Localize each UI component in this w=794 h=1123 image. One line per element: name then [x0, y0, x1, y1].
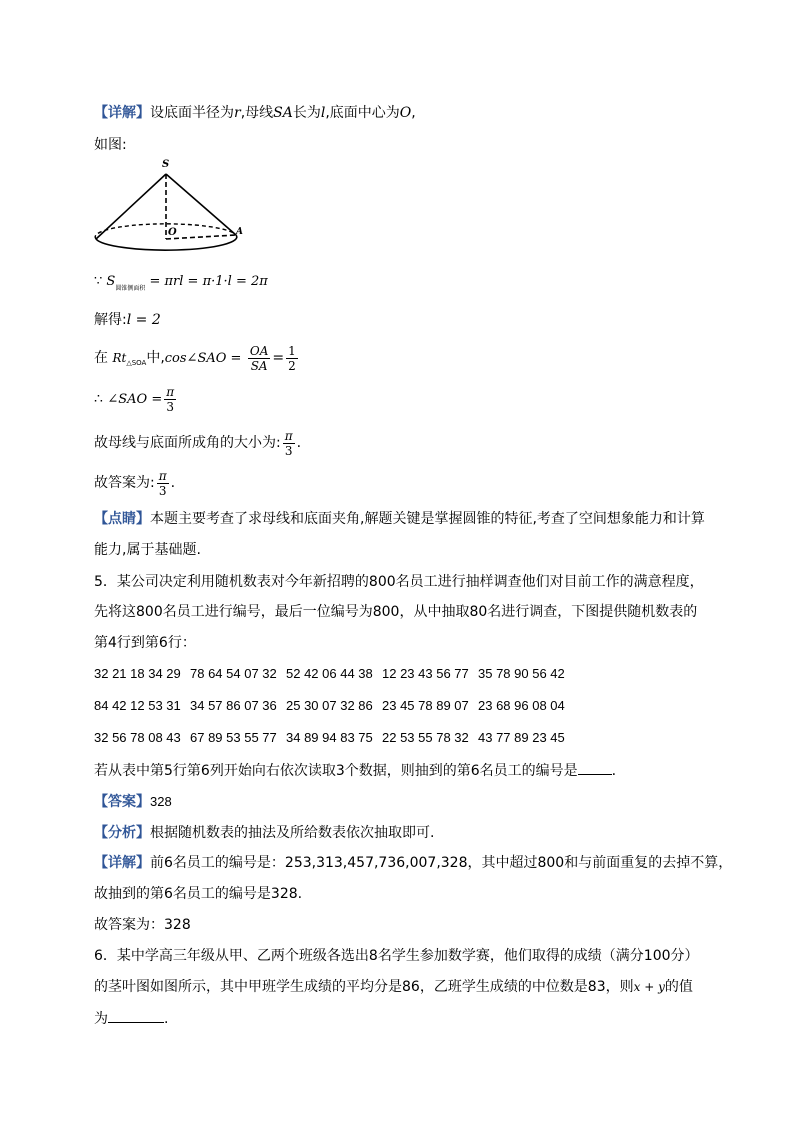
- comment-line-1: 【点睛】本题主要考查了求母线和底面夹角,解题关键是掌握圆锥的特征,考查了空间想象能力和计算: [94, 511, 705, 527]
- comment-line-2: 能力,属于基础题.: [94, 542, 201, 558]
- random-group: 23 68 96 08 04: [478, 698, 565, 713]
- q6-line-3: 为 .: [94, 1008, 168, 1029]
- answer-line: 故答案为: $\frac{\pi}{3}$ .: [94, 468, 176, 498]
- random-group: 25 30 07 32 86: [286, 698, 373, 713]
- random-group: 78 64 54 07 32: [190, 666, 277, 681]
- conclusion-line: 故母线与底面所成角的大小为: $\frac{\pi}{3}$ .: [94, 428, 302, 458]
- random-group: 52 42 06 44 38: [286, 666, 373, 681]
- detail-line: 【详解】设底面半径为r,母线SA长为l,底面中心为O,: [94, 105, 416, 121]
- q5-line-2: 先将这800名员工进行编号，最后一位编号为800，从中抽取80名进行调查，下图提供随机数表的: [94, 604, 698, 620]
- fraction-one-half: $\frac{1}{2}$: [288, 343, 296, 373]
- detail-tag-q5: 【详解】: [94, 855, 150, 871]
- fraction-oa-sa: $\frac{OA}{SA}$: [249, 343, 269, 373]
- q6-line-2: 的茎叶图如图所示，其中甲班学生成绩的平均分是86，乙班学生成绩的中位数是83，则x + y的值: [94, 979, 693, 995]
- figure-caption: 如图:: [94, 137, 127, 153]
- answer-tag: 【答案】: [94, 794, 150, 810]
- random-group: 32 56 78 08 43: [94, 730, 181, 745]
- random-group: 32 21 18 34 29: [94, 666, 181, 681]
- cone-right-slant: [166, 174, 236, 235]
- random-group: 84 42 12 53 31: [94, 698, 181, 713]
- q5-analysis: 【分析】根据随机数表的抽法及所给数表依次抽取即可.: [94, 825, 435, 841]
- fraction-pi-3-answer: $\frac{\pi}{3}$: [158, 468, 167, 498]
- q5-answer: 【答案】328: [94, 794, 172, 810]
- cone-base-front: [96, 235, 237, 250]
- answer-blank-q6: [108, 1008, 164, 1023]
- cone-label-a: A: [236, 227, 243, 237]
- detail-tag: 【详解】: [94, 105, 150, 121]
- analysis-tag: 【分析】: [94, 825, 150, 841]
- angle-equation: ∴ ∠SAO = $\frac{\pi}{3}$: [94, 384, 175, 414]
- answer-blank: [578, 760, 612, 775]
- lateral-area-equation: ∵ $S_{圆锥侧面积} = \pi rl = \pi\cdot 1\cdot l = 2\pi$: [94, 274, 268, 292]
- comment-tag: 【点睛】: [94, 511, 150, 527]
- random-group: 34 57 86 07 36: [190, 698, 277, 713]
- random-group: 23 45 78 89 07: [382, 698, 469, 713]
- q5-detail-2: 故抽到的第6名员工的编号是328.: [94, 886, 303, 902]
- solve-line: 解得:l = 2: [94, 312, 161, 328]
- random-group: 67 89 53 55 77: [190, 730, 277, 745]
- random-group: 34 89 94 83 75: [286, 730, 373, 745]
- random-group: 22 53 55 78 32: [382, 730, 469, 745]
- random-group: 35 78 90 56 42: [478, 666, 565, 681]
- q5-detail-1: 【详解】前6名员工的编号是：253,313,457,736,007,328，其中超过800和与前面重复的去掉不算，: [94, 855, 733, 871]
- cone-label-s: S: [162, 159, 170, 170]
- q5-question: 若从表中第5行第6列开始向右依次读取3个数据，则抽到的第6名员工的编号是 .: [94, 760, 616, 781]
- q5-line-3: 第4行到第6行：: [94, 635, 196, 651]
- fraction-pi-3-conclusion: $\frac{\pi}{3}$: [284, 428, 293, 458]
- fraction-pi-3: $\frac{\pi}{3}$: [166, 384, 175, 414]
- q6-line-1: 6．某中学高三年级从甲、乙两个班级各选出8名学生参加数学赛，他们取得的成绩（满分100分）: [94, 948, 699, 964]
- q5-line-1: 5．某公司决定利用随机数表对今年新招聘的800名员工进行抽样调查他们对目前工作的满意程度，: [94, 574, 704, 590]
- random-group: 12 23 43 56 77: [382, 666, 469, 681]
- q5-final: 故答案为：328: [94, 917, 191, 933]
- random-group: 43 77 89 23 45: [478, 730, 565, 745]
- cos-equation: 在 $Rt_{\triangle SOA}$中,cos∠SAO = $\frac{OA}{SA}$ = $\frac{1}{2}$: [94, 343, 296, 373]
- cone-diagram: [90, 155, 250, 260]
- cone-label-o: O: [168, 227, 177, 238]
